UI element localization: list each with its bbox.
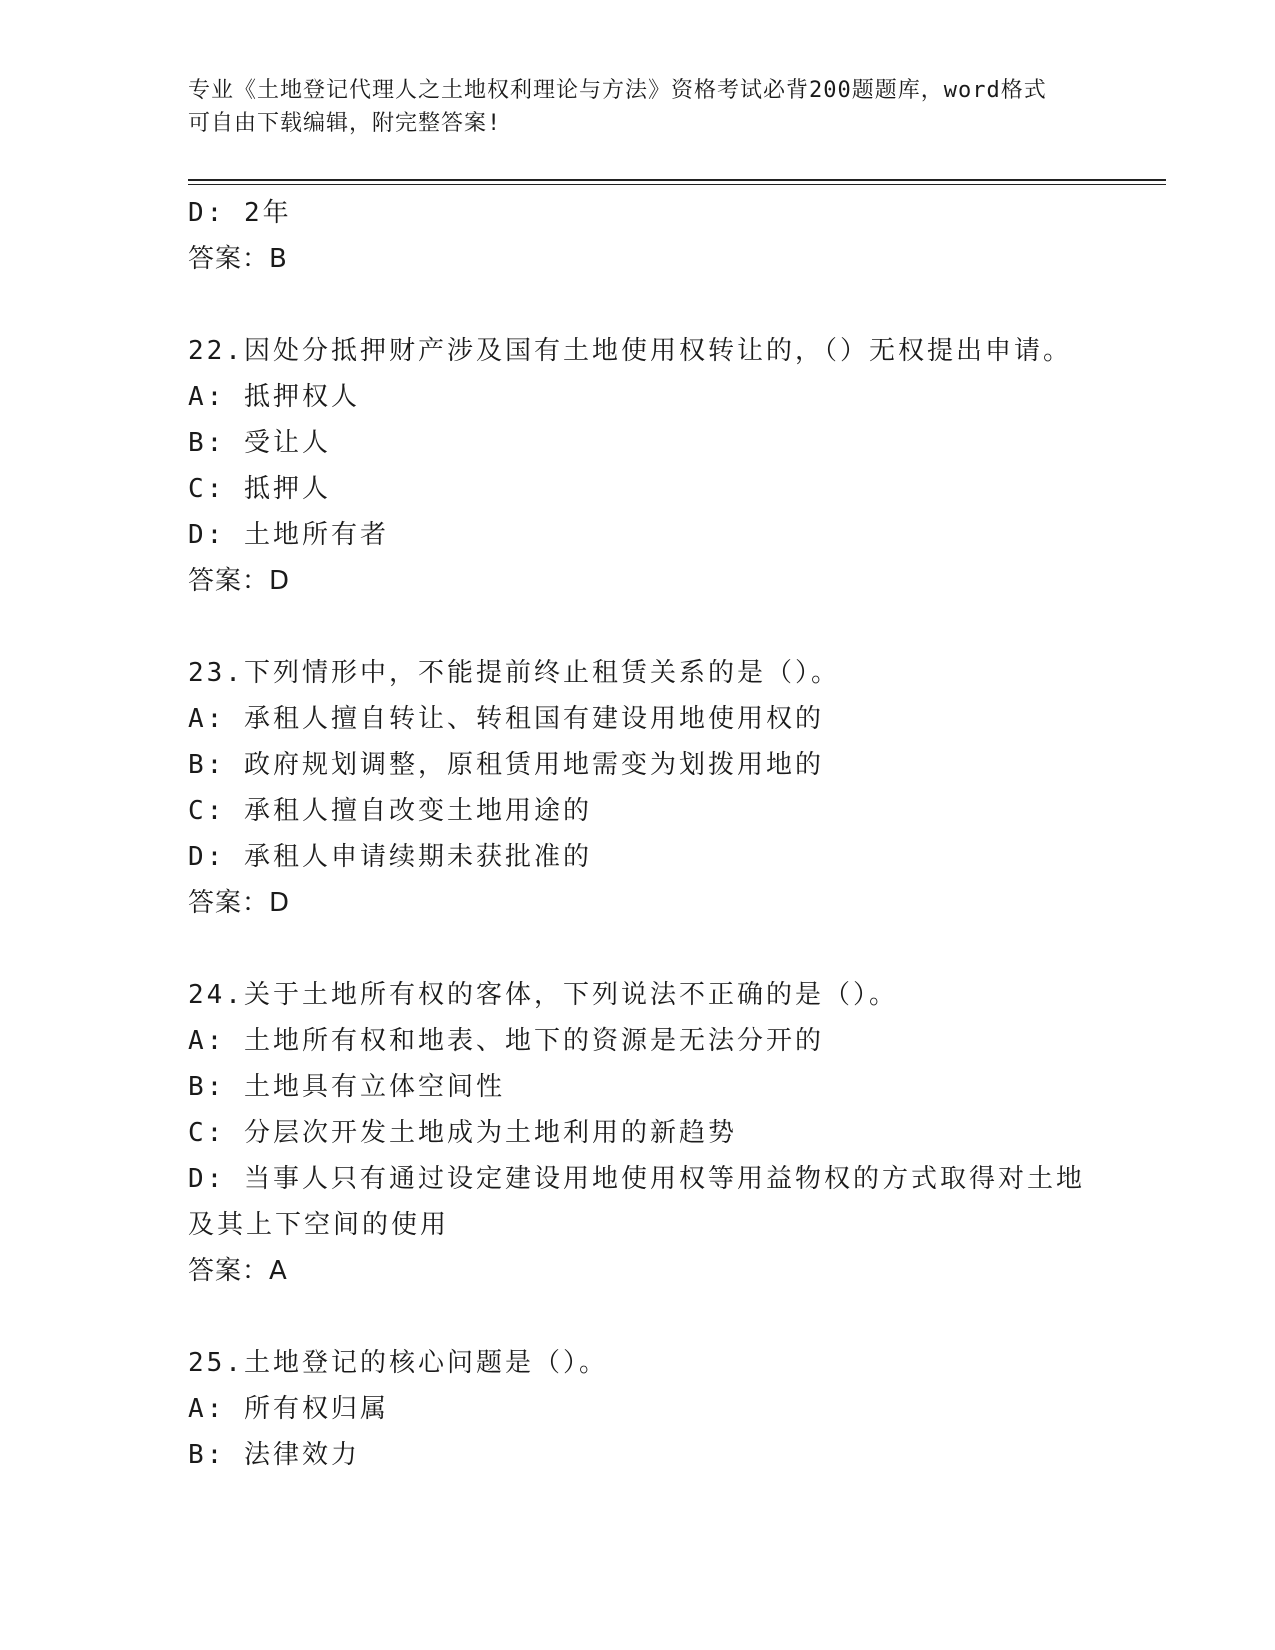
option-c: C: 承租人擅自改变土地用途的 bbox=[188, 796, 592, 826]
question-stem: 22.因处分抵押财产涉及国有土地使用权转让的，（）无权提出申请。 bbox=[188, 336, 1072, 366]
spacer bbox=[188, 1294, 1088, 1340]
option-a: A: 土地所有权和地表、地下的资源是无法分开的 bbox=[188, 1026, 824, 1056]
question-23 bbox=[188, 650, 1088, 926]
option-b: B: 受让人 bbox=[188, 428, 331, 458]
question-stem: 23.下列情形中，不能提前终止租赁关系的是（）。 bbox=[188, 658, 840, 688]
option-d: D: 当事人只有通过设定建设用地使用权等用益物权的方式取得对土地及其上下空间的使用 bbox=[188, 1164, 1085, 1240]
spacer bbox=[188, 926, 1088, 972]
answer-line: 答案：D bbox=[188, 888, 291, 918]
document-header: 专业《土地登记代理人之土地权利理论与方法》资格考试必背200题题库，word格式可自由下载编辑，附完整答案! bbox=[188, 78, 1047, 136]
option-a: A: 抵押权人 bbox=[188, 382, 360, 412]
question-content bbox=[188, 190, 1088, 1478]
question-stem: 25.土地登记的核心问题是（）。 bbox=[188, 1348, 608, 1378]
option-b: B: 政府规划调整，原租赁用地需变为划拨用地的 bbox=[188, 750, 824, 780]
question-24 bbox=[188, 972, 1088, 1294]
header-divider-thin bbox=[188, 184, 1166, 185]
option-c: C: 抵押人 bbox=[188, 474, 331, 504]
spacer bbox=[188, 604, 1088, 650]
option-b: B: 土地具有立体空间性 bbox=[188, 1072, 505, 1102]
answer-line: 答案：B bbox=[188, 244, 288, 274]
question-25 bbox=[188, 1340, 1088, 1478]
option-d: D: 承租人申请续期未获批准的 bbox=[188, 842, 592, 872]
option-a: A: 所有权归属 bbox=[188, 1394, 389, 1424]
answer-line: 答案：A bbox=[188, 1256, 288, 1286]
question-22 bbox=[188, 328, 1088, 604]
option-d: D: 土地所有者 bbox=[188, 520, 389, 550]
header-divider-thick bbox=[188, 179, 1166, 181]
option-c: C: 分层次开发土地成为土地利用的新趋势 bbox=[188, 1118, 737, 1148]
spacer bbox=[188, 282, 1088, 328]
question-stem: 24.关于土地所有权的客体，下列说法不正确的是（）。 bbox=[188, 980, 898, 1010]
answer-line: 答案：D bbox=[188, 566, 291, 596]
option-a: A: 承租人擅自转让、转租国有建设用地使用权的 bbox=[188, 704, 824, 734]
option-d: D: 2年 bbox=[188, 198, 292, 228]
option-b: B: 法律效力 bbox=[188, 1440, 360, 1470]
